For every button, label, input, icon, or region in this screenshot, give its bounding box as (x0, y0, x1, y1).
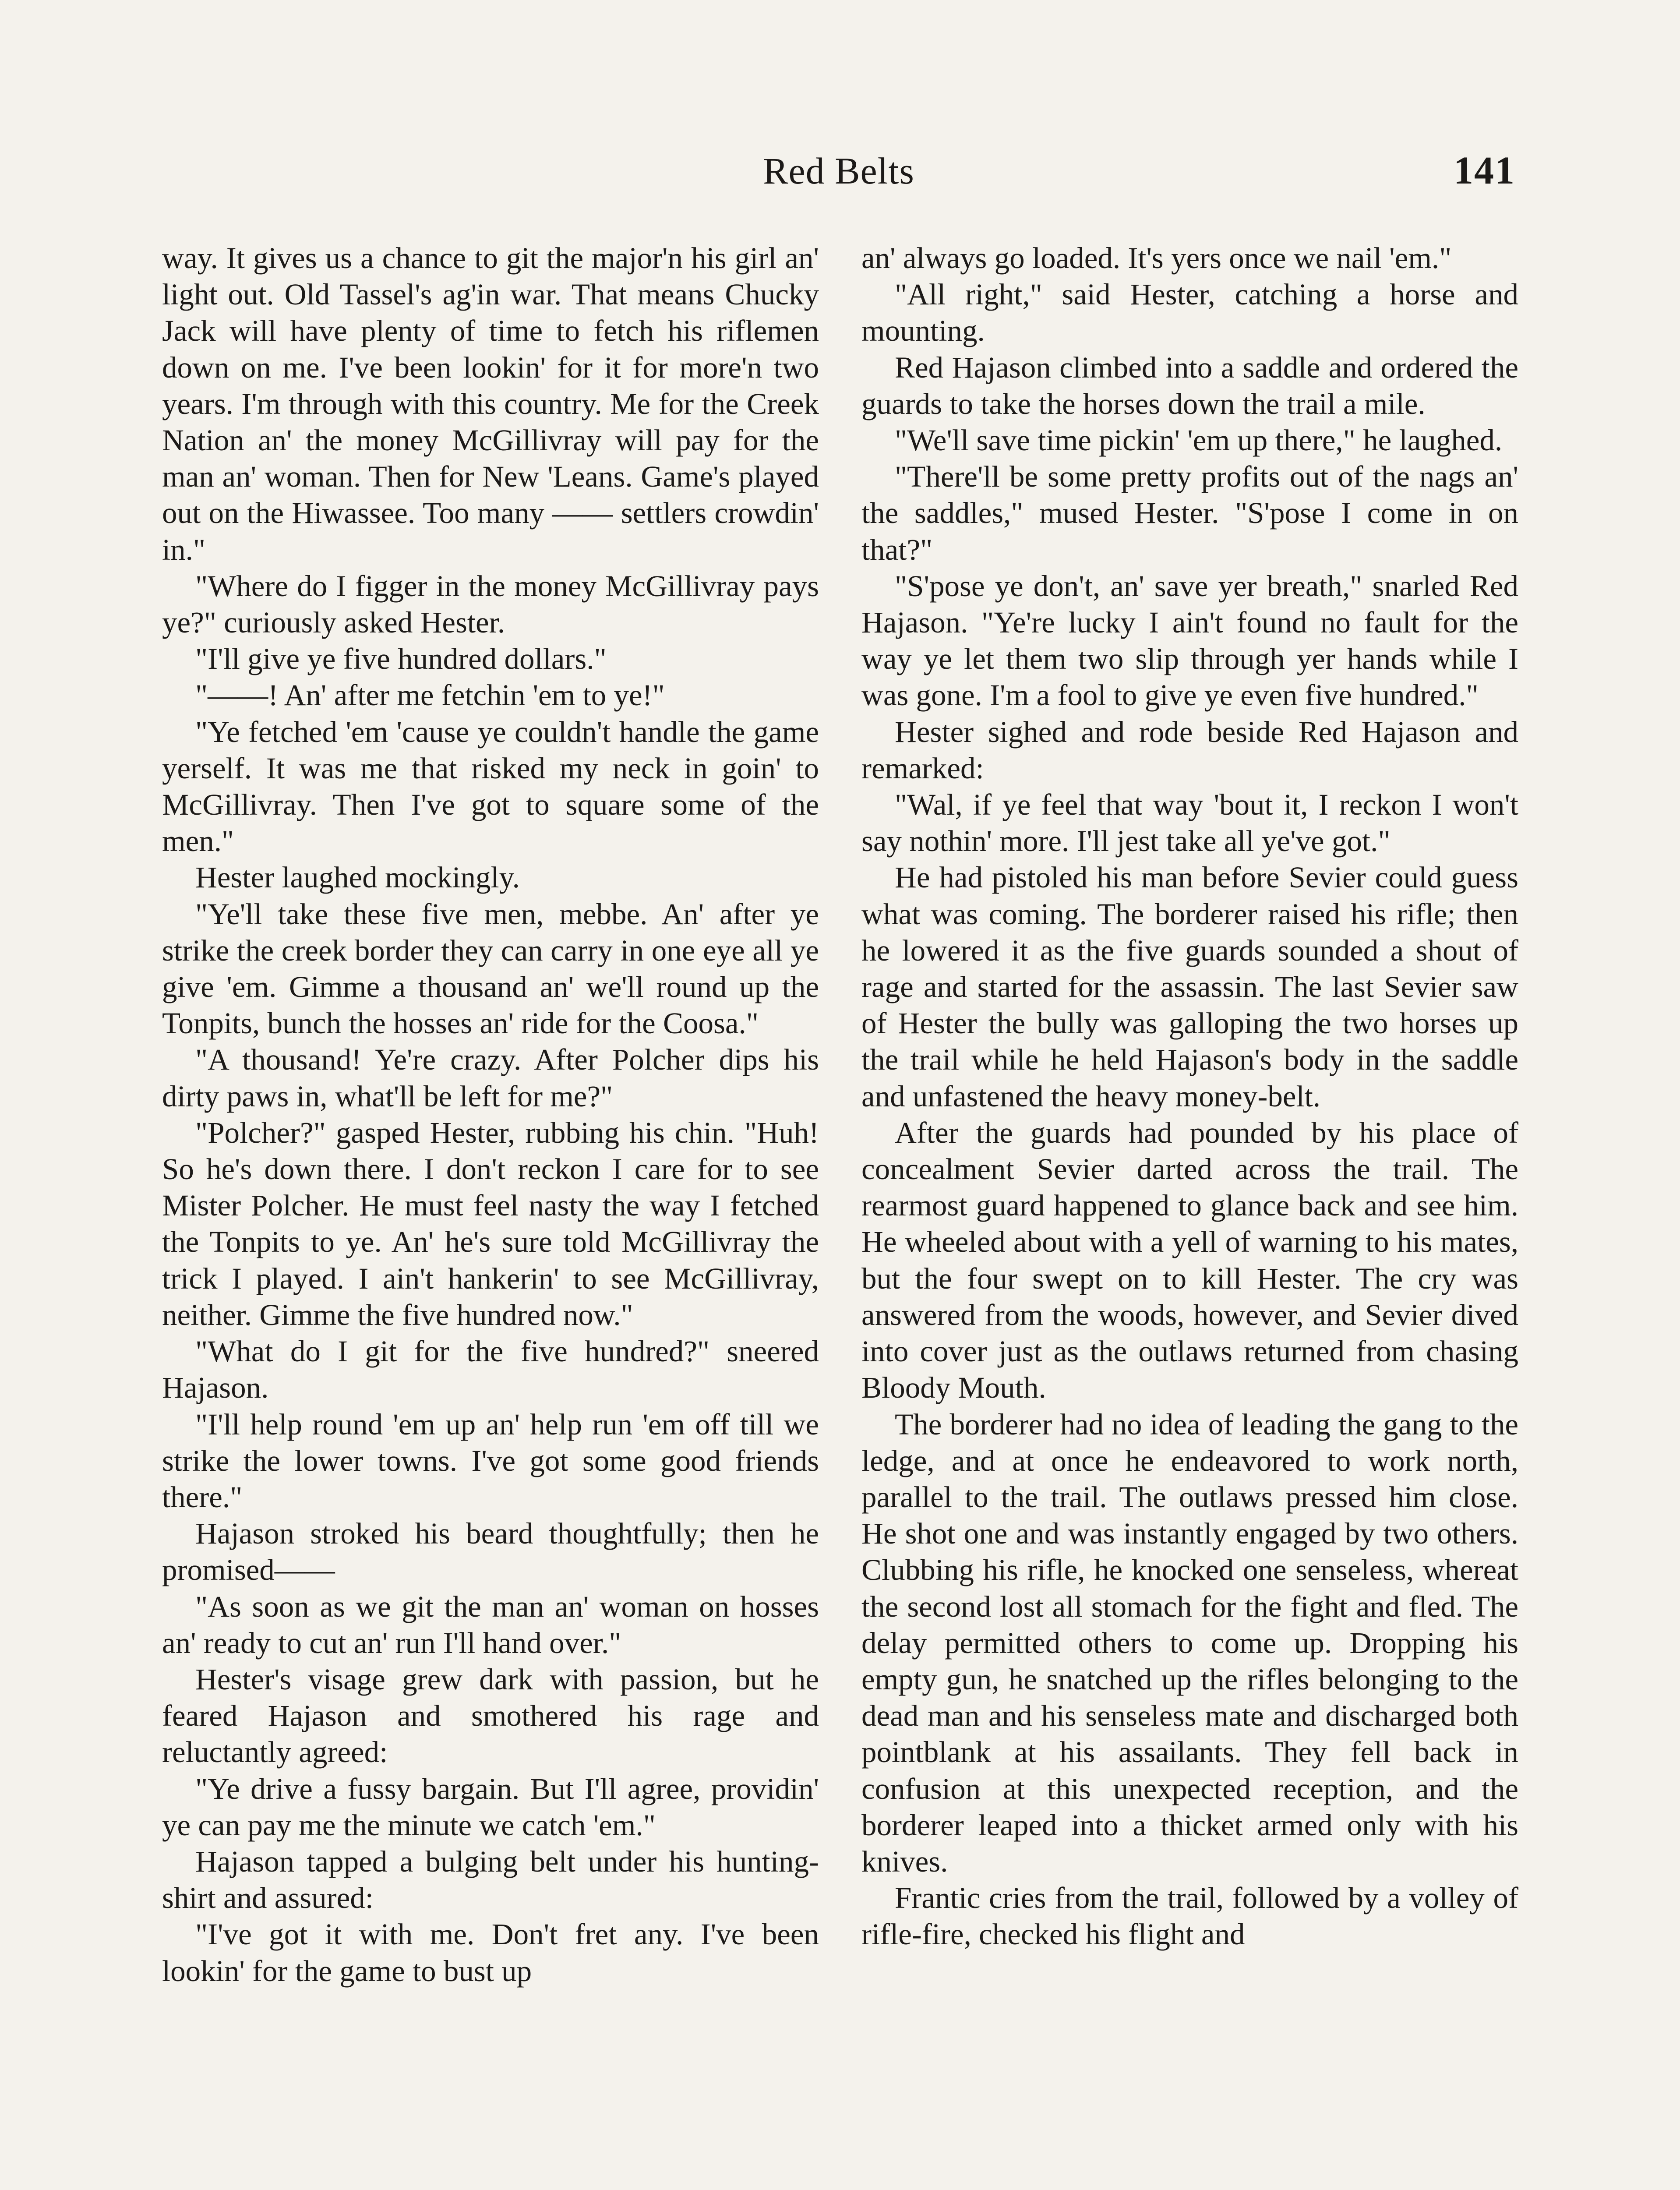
paragraph: "Where do I figger in the money McGillivray pays ye?" curiously asked Hester. (162, 569, 819, 639)
paragraph: Red Hajason climbed into a saddle and ordered the guards to take the horses down the trail a mile. (861, 350, 1518, 420)
paragraph: He had pistoled his man before Sevier could guess what was coming. The borderer raised his rifle; then he lowered it as the five guards sounded a shout of rage and started for the assassin. The last Sevier saw of Hester the bully was galloping the two horses up the trail while he held Hajason's body in the saddle and unfastened the heavy money-belt. (861, 861, 1518, 1113)
paragraph: Hajason stroked his beard thoughtfully; then he promised—— (162, 1517, 819, 1587)
paragraph: way. It gives us a chance to git the major'n his girl an' light out. Old Tassel's ag'in war. That means Chucky Jack will have plenty of time to fetch his riflemen down on me. I've been lookin' for it for more'n two years. I'm through with this country. Me for the Creek Nation an' the money McGillivray will pay for the man an' woman. Then for New 'Leans. Game's played out on the Hiwassee. Too many —— settlers crowdin' in." (162, 241, 819, 566)
paragraph: an' always go loaded. It's yers once we nail 'em." (861, 241, 1452, 275)
page-number: 141 (1454, 149, 1515, 192)
paragraph: "As soon as we git the man an' woman on hosses an' ready to cut an' run I'll hand over." (162, 1590, 819, 1660)
paragraph: "We'll save time pickin' 'em up there," he laughed. (895, 424, 1503, 457)
paragraph: "Ye drive a fussy bargain. But I'll agree, providin' ye can pay me the minute we catch 'em." (162, 1772, 819, 1842)
paragraph: "S'pose ye don't, an' save yer breath," snarled Red Hajason. "Ye're lucky I ain't found no fault for the way ye let them two slip through yer hands while I was gone. I'm a fool to give ye even five hundred." (861, 569, 1518, 712)
paragraph: After the guards had pounded by his place of concealment Sevier darted across the trail. The rearmost guard happened to glance back and see him. He wheeled about with a yell of warning to his mates, but the four swept on to kill Hester. The cry was answered from the woods, however, and Sevier dived into cover just as the outlaws returned from chasing Bloody Mouth. (861, 1116, 1518, 1405)
paragraph: "A thousand! Ye're crazy. After Polcher dips his dirty paws in, what'll be left for me?" (162, 1043, 819, 1113)
paragraph: "There'll be some pretty profits out of the nags an' the saddles," mused Hester. "S'pose I come in on that?" (861, 460, 1518, 566)
paragraph: Hester laughed mockingly. (195, 861, 520, 894)
paragraph: "——! An' after me fetchin 'em to ye!" (195, 678, 665, 712)
paragraph: The borderer had no idea of leading the gang to the ledge, and at once he endeavored to work north, parallel to the trail. The outlaws pressed him close. He shot one and was instantly engaged by two others. Clubbing his rifle, he knocked one senseless, whereat the second lost all stomach for the fight and fled. The delay permitted others to come up. Dropping his empty gun, he snatched up the rifles belonging to the dead man and his senseless mate and discharged both pointblank at his assailants. They fell back in confusion at this unexpected reception, and the borderer leaped into a thicket armed only with his knives. (861, 1407, 1518, 1878)
paragraph: "Polcher?" gasped Hester, rubbing his chin. "Huh! So he's down there. I don't reckon I care for to see Mister Polcher. He must feel nasty the way I fetched the Tonpits to ye. An' he's sure told McGillivray the trick I played. I ain't hankerin' to see McGillivray, neither. Gimme the five hundred now." (162, 1116, 819, 1332)
paragraph: Hajason tapped a bulging belt under his hunting-shirt and assured: (162, 1844, 819, 1915)
paragraph: "Ye fetched 'em 'cause ye couldn't handle the game yerself. It was me that risked my neck in goin' to McGillivray. Then I've got to square some of the men." (162, 715, 819, 858)
paragraph: "Ye'll take these five men, mebbe. An' after ye strike the creek border they can carry in one eye all ye give 'em. Gimme a thousand an' we'll round up the Tonpits, bunch the hosses an' ride for the Coosa." (162, 897, 819, 1040)
paragraph: "I've got it with me. Don't fret any. I've been lookin' for the game to bust up (162, 1918, 819, 1988)
left-text-column (162, 240, 819, 1989)
page-header (162, 145, 1515, 210)
paragraph: "What do I git for the five hundred?" sneered Hajason. (162, 1335, 819, 1405)
paragraph: "All right," said Hester, catching a horse and mounting. (861, 278, 1518, 348)
running-title: Red Belts (763, 150, 914, 192)
paragraph: Frantic cries from the trail, followed by a volley of rifle-fire, checked his flight and (861, 1881, 1518, 1951)
paragraph: Hester's visage grew dark with passion, but he feared Hajason and smothered his rage and reluctantly agreed: (162, 1662, 819, 1769)
paragraph: "Wal, if ye feel that way 'bout it, I reckon I won't say nothin' more. I'll jest take all ye've got." (861, 788, 1518, 858)
paragraph: Hester sighed and rode beside Red Hajason and remarked: (861, 715, 1518, 785)
right-text-column (861, 240, 1518, 1953)
paragraph: "I'll give ye five hundred dollars." (195, 642, 607, 676)
paragraph: "I'll help round 'em up an' help run 'em off till we strike the lower towns. I've got some good friends there." (162, 1407, 819, 1514)
